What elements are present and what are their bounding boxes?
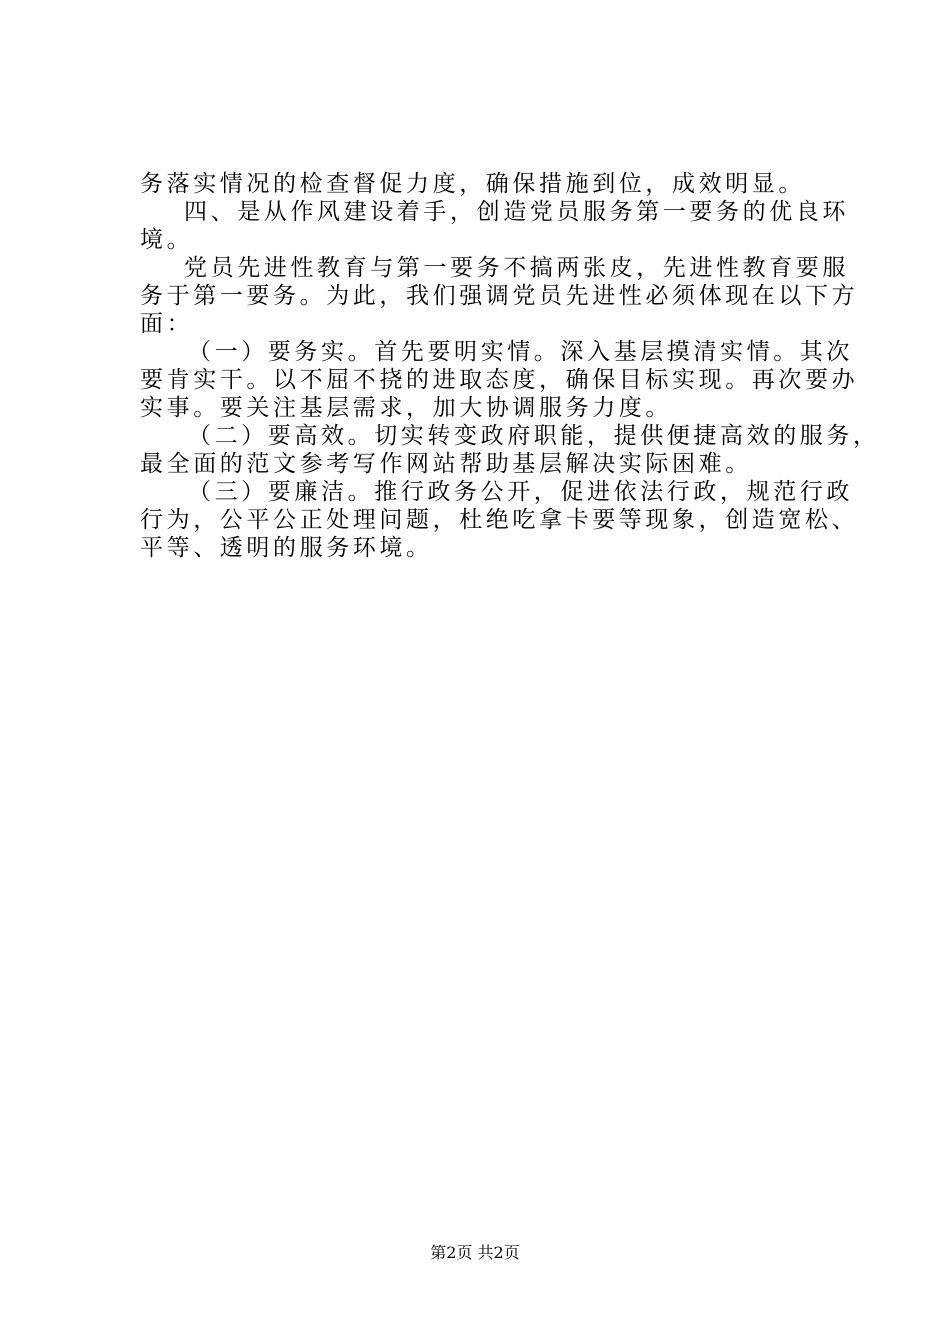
text-line: 务落实情况的检查督促力度，确保措施到位，成效明显。 — [140, 171, 805, 197]
text-line: 平等、透明的服务环境。 — [140, 535, 433, 561]
page-total: 共2页 — [477, 1243, 520, 1262]
text-line: 行为，公平公正处理问题，杜绝吃拿卡要等现象，创造宽松、 — [140, 507, 859, 533]
text-line: 党员先进性教育与第一要务不搞两张皮，先进性教育要服 — [184, 255, 849, 281]
text-line: （三）要廉洁。推行政务公开，促进依法行政，规范行政 — [188, 479, 853, 505]
text-line: 境。 — [140, 227, 194, 253]
text-line: 最全面的范文参考写作网站帮助基层解决实际困难。 — [140, 451, 752, 477]
text-line: 要肯实干。以不屈不挠的进取态度，确保目标实现。再次要办 — [140, 367, 859, 393]
text-line: 面： — [140, 311, 194, 337]
text-line: 实事。要关注基层需求，加大协调服务力度。 — [140, 395, 672, 421]
page-footer — [0, 1243, 950, 1263]
document-body — [140, 170, 880, 562]
text-line: （二）要高效。切实转变政府职能，提供便捷高效的服务， — [188, 423, 880, 449]
text-line: 四、是从作风建设着手，创造党员服务第一要务的优良环 — [184, 199, 849, 225]
text-line: （一）要务实。首先要明实情。深入基层摸清实情。其次 — [188, 339, 853, 365]
page-number: 第2页 — [430, 1243, 473, 1262]
text-line: 务于第一要务。为此，我们强调党员先进性必须体现在以下方 — [140, 283, 859, 309]
